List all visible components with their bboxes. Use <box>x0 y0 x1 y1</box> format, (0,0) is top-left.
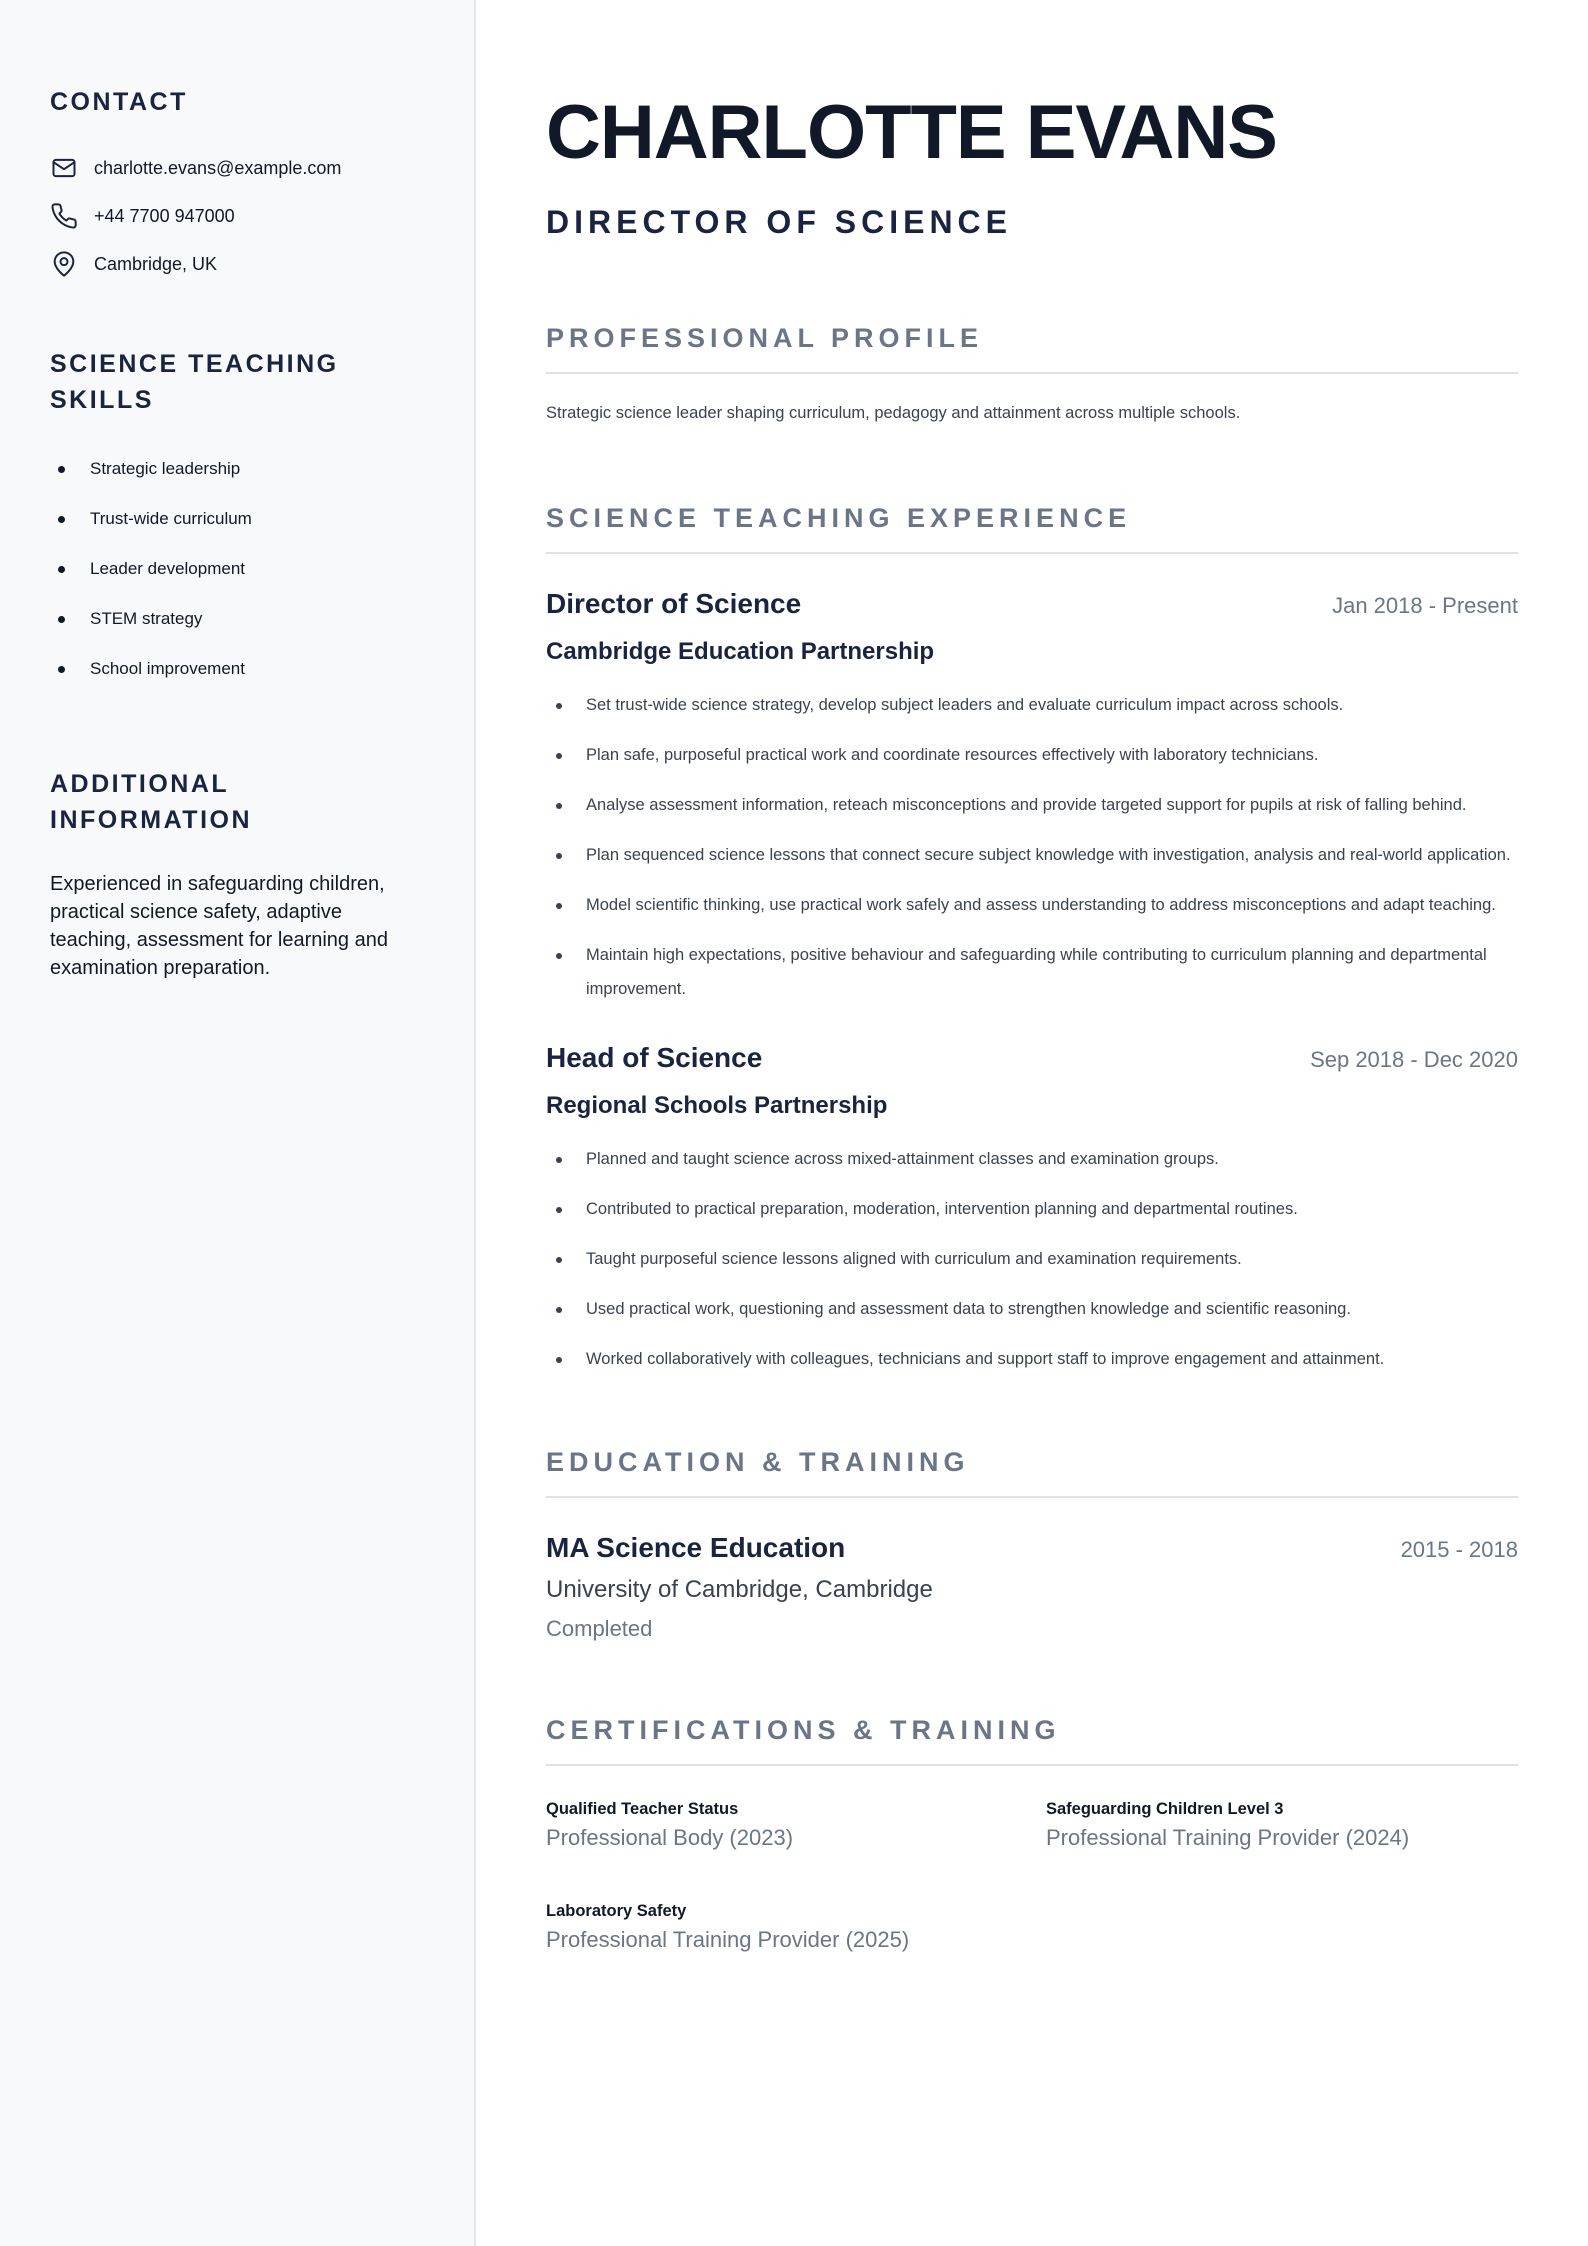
certification-issuer: Professional Body (2023) <box>546 1825 794 1850</box>
bullet-item: Worked collaboratively with colleagues, technicians and support staff to improve engagement and attainment. <box>546 1342 1518 1376</box>
mail-icon <box>50 154 78 182</box>
email-text: charlotte.evans@example.com <box>94 157 342 178</box>
degree-title: MA Science Education <box>546 1532 846 1563</box>
candidate-name: CHARLOTTE EVANS <box>546 90 1277 175</box>
location-text: Cambridge, UK <box>94 253 218 274</box>
certification-name: Qualified Teacher Status <box>546 1800 739 1818</box>
experience-heading: SCIENCE TEACHING EXPERIENCE <box>546 500 1518 554</box>
contact-email[interactable] <box>50 144 424 192</box>
bullet-item: Plan safe, purposeful practical work and coordinate resources effectively with laboratory technicians. <box>546 738 1518 772</box>
bullet-item: Contributed to practical preparation, moderation, intervention planning and departmental routines. <box>546 1192 1518 1226</box>
certification-item <box>546 1798 1046 1852</box>
phone-icon <box>50 202 78 230</box>
bullet-item: Taught purposeful science lessons aligned with curriculum and examination requirements. <box>546 1242 1518 1276</box>
job-organization: Cambridge Education Partnership <box>546 638 935 665</box>
map-pin-icon <box>50 250 78 278</box>
skill-item: School improvement <box>50 644 424 694</box>
job-bullets <box>546 688 1518 1006</box>
certification-issuer: Professional Training Provider (2025) <box>546 1927 910 1952</box>
profile-text: Strategic science leader shaping curriculum, pedagogy and attainment across multiple schools. <box>546 404 1241 422</box>
skills-list <box>50 444 424 694</box>
additional-info-text: Experienced in safeguarding children, practical science safety, adaptive teaching, assessment for learning and examination preparation. <box>50 873 388 979</box>
bullet-item: Analyse assessment information, reteach misconceptions and provide targeted support for pupils at risk of falling behind. <box>546 788 1518 822</box>
experience-entry <box>546 588 1518 1006</box>
profile-heading: PROFESSIONAL PROFILE <box>546 320 1518 374</box>
contact-phone[interactable] <box>50 192 424 240</box>
education-status: Completed <box>546 1616 653 1641</box>
bullet-item: Planned and taught science across mixed-attainment classes and examination groups. <box>546 1142 1518 1176</box>
skill-item: Trust-wide curriculum <box>50 494 424 544</box>
job-dates: Jan 2018 - Present <box>1332 593 1518 618</box>
certifications-grid <box>546 1798 1518 1954</box>
bullet-item: Model scientific thinking, use practical work safely and assess understanding to address misconceptions and adapt teaching. <box>546 888 1518 922</box>
experience-entry <box>546 1042 1518 1376</box>
certification-item <box>1046 1798 1518 1852</box>
job-title: Director of Science <box>546 588 802 619</box>
job-organization: Regional Schools Partnership <box>546 1092 888 1119</box>
skills-heading: SCIENCE TEACHING SKILLS <box>50 350 339 414</box>
bullet-item: Plan sequenced science lessons that connect secure subject knowledge with investigation, analysis and real-world application. <box>546 838 1518 872</box>
contact-heading: CONTACT <box>50 88 188 116</box>
candidate-title: DIRECTOR OF SCIENCE <box>546 204 1012 240</box>
education-entry <box>546 1532 1518 1642</box>
skill-item: STEM strategy <box>50 594 424 644</box>
job-title: Head of Science <box>546 1042 763 1073</box>
certification-name: Safeguarding Children Level 3 <box>1046 1800 1284 1818</box>
contact-list <box>50 144 424 288</box>
education-heading: EDUCATION & TRAINING <box>546 1444 1518 1498</box>
main-content <box>546 0 1518 1954</box>
skill-item: Leader development <box>50 544 424 594</box>
certification-name: Laboratory Safety <box>546 1902 687 1920</box>
bullet-item: Maintain high expectations, positive behaviour and safeguarding while contributing to curriculum planning and departmental improvement. <box>546 938 1518 1006</box>
bullet-item: Set trust-wide science strategy, develop subject leaders and evaluate curriculum impact across schools. <box>546 688 1518 722</box>
phone-text: +44 7700 947000 <box>94 205 235 226</box>
contact-location <box>50 240 424 288</box>
bullet-item: Used practical work, questioning and assessment data to strengthen knowledge and scientific reasoning. <box>546 1292 1518 1326</box>
job-dates: Sep 2018 - Dec 2020 <box>1310 1047 1518 1072</box>
certification-item <box>546 1900 1046 1954</box>
skill-item: Strategic leadership <box>50 444 424 494</box>
sidebar <box>0 0 476 2246</box>
education-institution: University of Cambridge, Cambridge <box>546 1576 933 1603</box>
certifications-heading: CERTIFICATIONS & TRAINING <box>546 1712 1518 1766</box>
certification-issuer: Professional Training Provider (2024) <box>1046 1825 1410 1850</box>
additional-info-heading: ADDITIONAL INFORMATION <box>50 770 253 834</box>
job-bullets <box>546 1142 1518 1376</box>
education-dates: 2015 - 2018 <box>1400 1537 1518 1562</box>
